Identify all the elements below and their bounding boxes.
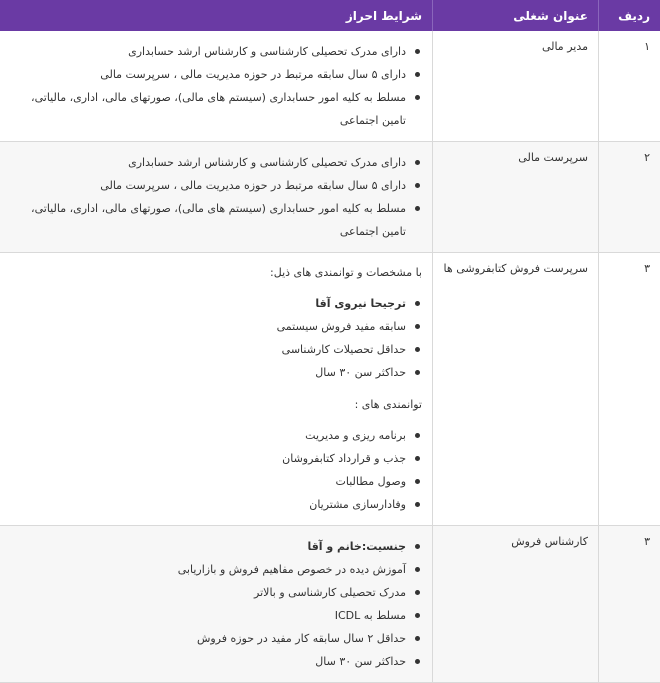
requirements-intro: با مشخصات و توانمندی های ذیل: — [10, 262, 422, 284]
list-item: حداکثر سن ۳۰ سال — [10, 650, 408, 673]
requirements-list — [10, 535, 422, 673]
header-title: عنوان شغلی — [433, 0, 599, 31]
table-row — [0, 526, 660, 683]
requirements-list — [10, 151, 422, 243]
list-item: دارای ۵ سال سابقه مرتبط در حوزه مدیریت مالی ، سرپرست مالی — [10, 174, 408, 197]
list-item: مسلط به کلیه امور حسابداری (سیستم های مالی)، صورتهای مالی، اداری، مالیاتی، تامین اجتماعی — [10, 197, 408, 243]
list-item: جذب و قرارداد کتابفروشان — [10, 447, 408, 470]
header-index: ردیف — [599, 0, 660, 31]
row-index: ۲ — [599, 142, 660, 253]
table-row — [0, 253, 660, 526]
list-item: آموزش دیده در خصوص مفاهیم فروش و بازاریابی — [10, 558, 408, 581]
list-item: حداقل تحصیلات کارشناسی — [10, 338, 408, 361]
list-item: جنسیت:خانم و آقا — [10, 535, 408, 558]
table-header-row — [0, 0, 660, 31]
header-requirements: شرایط احراز — [0, 0, 433, 31]
list-item: دارای مدرک تحصیلی کارشناسی و کارشناس ارشد حسابداری — [10, 40, 408, 63]
list-item: ترجیحا نیروی آقا — [10, 292, 408, 315]
abilities-heading: توانمندی های : — [10, 394, 422, 416]
table-row — [0, 142, 660, 253]
list-item: وفادارسازی مشتریان — [10, 493, 408, 516]
list-item: حداکثر سن ۳۰ سال — [10, 361, 408, 384]
row-title: سرپرست فروش کتابفروشی ها — [433, 253, 599, 526]
row-requirements — [0, 142, 433, 253]
requirements-list — [10, 40, 422, 132]
list-item: مدرک تحصیلی کارشناسی و بالاتر — [10, 581, 408, 604]
row-index: ۳ — [599, 253, 660, 526]
list-item: سابقه مفید فروش سیستمی — [10, 315, 408, 338]
table-row — [0, 31, 660, 142]
row-requirements — [0, 253, 433, 526]
row-index: ۱ — [599, 31, 660, 142]
list-item: دارای مدرک تحصیلی کارشناسی و کارشناس ارشد حسابداری — [10, 151, 408, 174]
row-title: سرپرست مالی — [433, 142, 599, 253]
list-item: مسلط به ICDL — [10, 604, 408, 627]
row-title: کارشناس فروش — [433, 526, 599, 683]
list-item: دارای ۵ سال سابقه مرتبط در حوزه مدیریت مالی ، سرپرست مالی — [10, 63, 408, 86]
row-title: مدیر مالی — [433, 31, 599, 142]
row-requirements — [0, 526, 433, 683]
row-index: ۳ — [599, 526, 660, 683]
list-item: مسلط به کلیه امور حسابداری (سیستم های مالی)، صورتهای مالی، اداری، مالیاتی، تامین اجتماعی — [10, 86, 408, 132]
row-requirements — [0, 31, 433, 142]
list-item: وصول مطالبات — [10, 470, 408, 493]
requirements-list — [10, 292, 422, 384]
list-item: برنامه ریزی و مدیریت — [10, 424, 408, 447]
abilities-list — [10, 424, 422, 516]
list-item: حداقل ۲ سال سابقه کار مفید در حوزه فروش — [10, 627, 408, 650]
